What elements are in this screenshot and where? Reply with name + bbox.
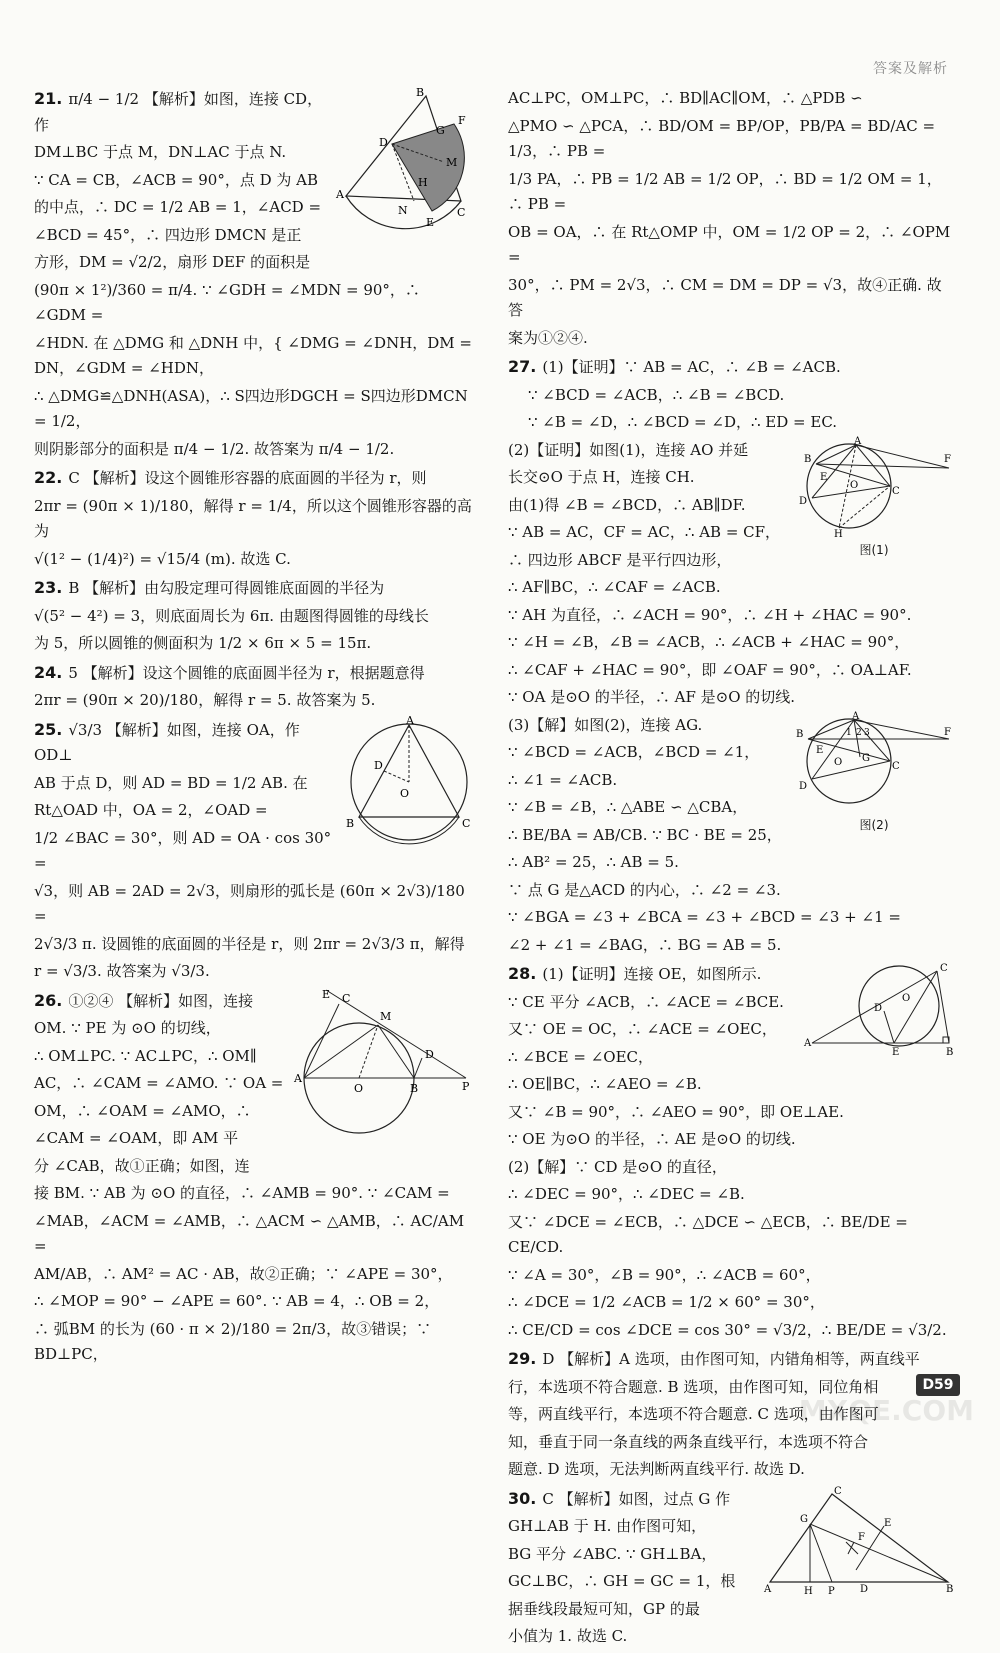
q-line: DM⊥BC 于点 M，DN⊥AC 于点 N.	[34, 143, 287, 161]
label-B: B	[416, 86, 425, 99]
label-G: G	[862, 752, 870, 764]
q-line: ∵ CA = CB，∠ACB = 90°，点 D 为 AB	[34, 170, 319, 189]
figure-25	[344, 713, 474, 847]
q-number: 29.	[508, 1349, 537, 1368]
label-D: D	[425, 1047, 434, 1061]
q-line: ∵ AH 为直径，∴ ∠ACH = 90°，∴ ∠H + ∠HAC = 90°.	[508, 605, 912, 624]
q-line: ∴ AB² = 25，∴ AB = 5.	[508, 853, 679, 871]
q-number: 25.	[34, 719, 63, 739]
q-line: ∵ ∠B = ∠B，∴ △ABE ∽ △CBA，	[508, 798, 748, 816]
label-A: A	[406, 713, 414, 727]
q-line: √3，则 AB = 2AD = 2√3，则扇形的弧长是 (60π × 2√3)/180 =	[34, 881, 465, 925]
label-O: O	[902, 993, 911, 1004]
q-line: △PMO ∽ △PCA，∴ BD/OM = BP/OP，PB/PA = BD/AC = 1/3，∴ PB =	[508, 116, 936, 160]
q-line: 等，两直线平行，本选项不符合题意. C 选项，由作图可	[508, 1405, 879, 1423]
q-line: 案为①②④.	[508, 328, 588, 347]
q-number: 23.	[34, 578, 63, 597]
label-B: B	[946, 1583, 954, 1595]
q-line: ∴ ∠DEC = 90°，∴ ∠DEC = ∠B.	[508, 1185, 745, 1203]
label-A: A	[804, 1038, 812, 1049]
q-line: ∠BCD = 45°，∴ 四边形 DMCN 是正	[34, 225, 302, 244]
label-O: O	[400, 786, 410, 800]
label-A: A	[854, 435, 862, 447]
label-E: E	[426, 216, 435, 229]
q-line: 长交⊙O 于点 H，连接 CH.	[508, 468, 695, 486]
figure-21	[336, 86, 474, 236]
figure-30	[764, 1486, 954, 1596]
page-number: D59	[916, 1374, 960, 1396]
q-line: ∴ AF∥BC，∴ ∠CAF = ∠ACB.	[508, 578, 721, 596]
label-N: N	[398, 204, 408, 217]
q-line: AC，∴ ∠CAM = ∠AMO. ∵ OA =	[34, 1074, 284, 1092]
q-line: OM. ∵ PE 为 ⊙O 的切线，	[34, 1019, 221, 1037]
figure-28	[804, 961, 954, 1058]
label-H: H	[834, 528, 843, 540]
q-line: ∵ AB = AC，CF = AC，∴ AB = CF，	[508, 523, 781, 541]
q-line: (1)【证明】∵ AB = AC，∴ ∠B = ∠ACB.	[542, 358, 841, 376]
q-line: GC⊥BC，∴ GH = GC = 1，根	[508, 1572, 736, 1590]
q-line: ∴ CE/CD = cos ∠DCE = cos 30° = √3/2，∴ BE/DE = √3/2.	[508, 1320, 947, 1339]
label-C: C	[462, 816, 471, 830]
q-line: ∵ OE 为⊙O 的半径，∴ AE 是⊙O 的切线.	[508, 1130, 796, 1148]
label-F: F	[458, 114, 466, 127]
q-line: OB = OA，∴ 在 Rt△OMP 中，OM = 1/2 OP = 2，∴ ∠OPM =	[508, 222, 951, 266]
q-line: ∵ ∠BGA = ∠3 + ∠BCA = ∠3 + ∠BCD = ∠3 + ∠1 =	[508, 908, 901, 926]
label-H: H	[418, 176, 428, 189]
q-line: 2πr = (90π × 20)/180，解得 r = 5. 故答案为 5.	[34, 691, 376, 709]
q-line: C 【解析】如图，过点 G 作	[542, 1489, 731, 1508]
q-number: 28.	[508, 964, 537, 983]
label-E: E	[892, 1047, 900, 1058]
label-F: F	[944, 726, 951, 738]
label-C: C	[342, 991, 351, 1005]
q-line: 行，本选项不符合题意. B 选项，由作图可知，同位角相	[508, 1377, 879, 1396]
q-line: ∵ ∠A = 30°，∠B = 90°，∴ ∠ACB = 60°，	[508, 1265, 821, 1284]
label-D: D	[799, 780, 808, 792]
q-line: C 【解析】设这个圆锥形容器的底面圆的半径为 r，则	[68, 469, 427, 487]
watermark: MXQE.COM	[798, 1394, 974, 1427]
label-1: 1	[846, 727, 852, 738]
question-26-continued	[508, 86, 954, 351]
q-line: AM/AB，∴ AM² = AC · AB，故②正确；∵ ∠APE = 30°，	[34, 1264, 453, 1283]
q-number: 22.	[34, 468, 63, 487]
q-line: ∵ 点 G 是△ACD 的内心，∴ ∠2 = ∠3.	[508, 880, 781, 899]
q-line: GH⊥AB 于 H. 由作图可知，	[508, 1517, 707, 1535]
q-line: ∠MAB，∠ACM = ∠AMB，∴ △ACM ∽ △AMB，∴ AC/AM =	[34, 1211, 465, 1255]
left-column	[34, 86, 474, 1371]
label-B: B	[346, 816, 355, 830]
q-line: 分 ∠CAB，故①正确；如图，连	[34, 1156, 250, 1175]
q-line: √(5² − 4²) = 3，则底面周长为 6π. 由题图得圆锥的母线长	[34, 606, 429, 625]
q-line: (2)【解】∵ CD 是⊙O 的直径，	[508, 1157, 727, 1176]
q-line: ①②④ 【解析】如图，连接	[68, 991, 254, 1010]
q-line: (90π × 1²)/360 = π/4. ∵ ∠GDH = ∠MDN = 90°，∴ ∠GDM =	[34, 280, 420, 324]
question-30	[508, 1486, 954, 1650]
label-O: O	[834, 756, 843, 768]
label-G: G	[436, 124, 445, 137]
q-line: ∴ ∠CAF + ∠HAC = 90°，即 ∠OAF = 90°，∴ OA⊥AF.	[508, 660, 912, 679]
q-line: ∴ ∠BCE = ∠OEC，	[508, 1047, 654, 1066]
q-line: ∵ CE 平分 ∠ACB，∴ ∠ACE = ∠BCE.	[508, 992, 784, 1011]
label-C: C	[892, 485, 900, 497]
label-M: M	[380, 1009, 392, 1023]
label-A: A	[294, 1071, 302, 1085]
q-number: 27.	[508, 357, 537, 376]
q-line: √3/3 【解析】如图，连接 OA，作 OD⊥	[34, 720, 300, 764]
label-M: M	[446, 156, 458, 169]
q-line: ∠CAM = ∠OAM，即 AM 平	[34, 1129, 239, 1147]
q-line: (3)【解】如图(2)，连接 AG.	[508, 715, 703, 734]
q-number: 26.	[34, 990, 63, 1010]
question-25	[34, 713, 474, 985]
q-line: ∴ ∠1 = ∠ACB.	[508, 770, 618, 789]
q-line: 由(1)得 ∠B = ∠BCD，∴ AB∥DF.	[508, 495, 746, 514]
label-B: B	[410, 1081, 419, 1095]
question-26	[34, 988, 474, 1368]
label-E: E	[820, 471, 828, 483]
q-line: (1)【证明】连接 OE，如图所示.	[542, 965, 762, 983]
q-line: ∴ 弧BM 的长为 (60 · π × 2)/180 = 2π/3，故③错误；∵ BD⊥PC，	[34, 1319, 432, 1363]
figure-27-2	[794, 710, 954, 839]
question-23	[34, 575, 474, 657]
q-line: ∴ ∠DCE = 1/2 ∠ACB = 1/2 × 60° = 30°，	[508, 1293, 825, 1311]
q-line: ∵ OA 是⊙O 的半径，∴ AF 是⊙O 的切线.	[508, 688, 796, 706]
q-line: 5 【解析】设这个圆锥的底面圆半径为 r，根据题意得	[68, 663, 425, 682]
question-21	[34, 86, 474, 462]
label-A: A	[336, 188, 344, 201]
q-line: 方形，DM = √2/2，扇形 DEF 的面积是	[34, 253, 311, 271]
figure-caption: 图(1)	[859, 542, 889, 557]
label-C: C	[892, 760, 900, 772]
question-22	[34, 465, 474, 572]
label-E: E	[816, 744, 824, 756]
q-line: (2)【证明】如图(1)，连接 AO 并延	[508, 440, 749, 459]
label-C: C	[457, 206, 466, 219]
q-line: ∴ BE/BA = AB/CB. ∵ BC · BE = 25，	[508, 825, 782, 844]
label-F: F	[858, 1531, 865, 1543]
q-line: AB 于点 D，则 AD = BD = 1/2 AB. 在	[34, 773, 308, 792]
q-line: 30°，∴ PM = 2√3，∴ CM = DM = DP = √3，故④正确. 故答	[508, 275, 942, 319]
question-24	[34, 660, 474, 714]
figure-caption: 图(2)	[859, 817, 889, 832]
q-line: 据垂线段最短可知，GP 的最	[508, 1599, 700, 1618]
q-line: 又∵ ∠DCE = ∠ECB，∴ △DCE ∽ △ECB，∴ BE/DE = CE/CD.	[508, 1212, 908, 1256]
label-B: B	[946, 1047, 954, 1058]
label-2: 2	[856, 727, 862, 738]
label-D: D	[799, 495, 808, 507]
label-D: D	[379, 136, 388, 149]
q-line: Rt△OAD 中，OA = 2，∠OAD =	[34, 801, 268, 819]
q-line: 2√3/3 π. 设圆锥的底面圆的半径是 r，则 2πr = 2√3/3 π，解得	[34, 934, 465, 953]
label-3: 3	[864, 727, 870, 738]
q-line: D 【解析】A 选项，由作图可知，内错角相等，两直线平	[542, 1350, 920, 1368]
q-line: 为 5，所以圆锥的侧面积为 1/2 × 6π × 5 = 15π.	[34, 634, 372, 652]
figure-27-1	[794, 435, 954, 564]
q-line: ∵ ∠BCD = ∠ACB，∴ ∠B = ∠BCD.	[528, 385, 785, 404]
question-27	[508, 354, 954, 958]
q-line: 2πr = (90π × 1)/180，解得 r = 1/4，所以这个圆锥形容器的高为	[34, 496, 472, 540]
label-B: B	[796, 728, 804, 740]
q-line: 小值为 1. 故选 C.	[508, 1627, 628, 1645]
q-line: 题意. D 选项，无法判断两直线平行. 故选 D.	[508, 1460, 805, 1478]
page-header: 答案及解析	[873, 61, 948, 77]
q-line: 接 BM. ∵ AB 为 ⊙O 的直径，∴ ∠AMB = 90°. ∵ ∠CAM =	[34, 1184, 450, 1202]
question-28	[508, 961, 954, 1343]
q-line: r = √3/3. 故答案为 √3/3.	[34, 962, 210, 980]
q-line: B 【解析】由勾股定理可得圆锥底面圆的半径为	[68, 579, 385, 597]
label-E: E	[322, 987, 331, 1001]
q-line: ∴ OE∥BC，∴ ∠AEO = ∠B.	[508, 1075, 702, 1093]
q-line: 知，垂直于同一条直线的两条直线平行，本选项不符合	[508, 1432, 869, 1451]
q-line: π/4 − 1/2 【解析】如图，连接 CD，作	[34, 90, 323, 134]
q-line: ∴ OM⊥PC. ∵ AC⊥PC，∴ OM∥	[34, 1046, 257, 1065]
q-line: 的中点，∴ DC = 1/2 AB = 1，∠ACD =	[34, 198, 322, 216]
q-line: OM，∴ ∠OAM = ∠AMO，∴	[34, 1101, 251, 1120]
label-O: O	[850, 479, 859, 491]
q-line: 1/3 PA，∴ PB = 1/2 AB = 1/2 OP，∴ BD = 1/2 OM = 1，∴ PB =	[508, 169, 942, 213]
q-number: 21.	[34, 89, 63, 108]
q-line: ∠HDN. 在 △DMG 和 △DNH 中，{ ∠DMG = ∠DNH，DM = DN，∠GDM = ∠HDN，	[34, 333, 472, 377]
label-C: C	[834, 1485, 842, 1497]
label-A: A	[764, 1583, 772, 1595]
label-H: H	[804, 1585, 813, 1597]
label-F: F	[944, 453, 951, 465]
q-line: ∴ ∠MOP = 90° − ∠APE = 60°. ∵ AB = 4，∴ OB = 2，	[34, 1292, 440, 1310]
figure-26	[294, 988, 474, 1138]
label-B: B	[804, 453, 812, 465]
label-P: P	[462, 1079, 470, 1093]
q-number: 30.	[508, 1488, 537, 1508]
q-line: ∴ 四边形 ABCF 是平行四边形，	[508, 550, 732, 569]
label-O: O	[354, 1081, 364, 1095]
label-D: D	[874, 1003, 883, 1014]
label-A: A	[852, 710, 860, 722]
q-line: BG 平分 ∠ABC. ∵ GH⊥BA，	[508, 1544, 717, 1563]
q-line: ∴ △DMG≌△DNH(ASA)，∴ S四边形DGCH = S四边形DMCN = 1/2，	[34, 386, 468, 430]
q-line: AC⊥PC，OM⊥PC，∴ BD∥AC∥OM，∴ △PDB ∽	[508, 89, 863, 107]
label-C: C	[940, 963, 948, 974]
q-line: 则阴影部分的面积是 π/4 − 1/2. 故答案为 π/4 − 1/2.	[34, 439, 395, 458]
label-D: D	[860, 1583, 869, 1595]
q-line: √(1² − (1/4)²) = √15/4 (m). 故选 C.	[34, 549, 291, 568]
label-E: E	[884, 1517, 892, 1529]
q-line: 1/2 ∠BAC = 30°，则 AD = OA · cos 30° =	[34, 828, 332, 872]
label-G: G	[800, 1513, 808, 1525]
q-line: ∵ ∠BCD = ∠ACB，∠BCD = ∠1，	[508, 743, 760, 761]
q-number: 24.	[34, 662, 63, 682]
q-line: 又∵ OE = OC，∴ ∠ACE = ∠OEC，	[508, 1020, 777, 1038]
label-P: P	[828, 1585, 835, 1597]
label-D: D	[374, 758, 383, 772]
q-line: 又∵ ∠B = 90°，∴ ∠AEO = 90°，即 OE⊥AE.	[508, 1102, 844, 1121]
q-line: ∵ ∠H = ∠B，∠B = ∠ACB，∴ ∠ACB + ∠HAC = 90°，	[508, 633, 910, 651]
q-line: ∠2 + ∠1 = ∠BAG，∴ BG = AB = 5.	[508, 935, 782, 954]
q-line: ∵ ∠B = ∠D，∴ ∠BCD = ∠D，∴ ED = EC.	[528, 413, 838, 431]
